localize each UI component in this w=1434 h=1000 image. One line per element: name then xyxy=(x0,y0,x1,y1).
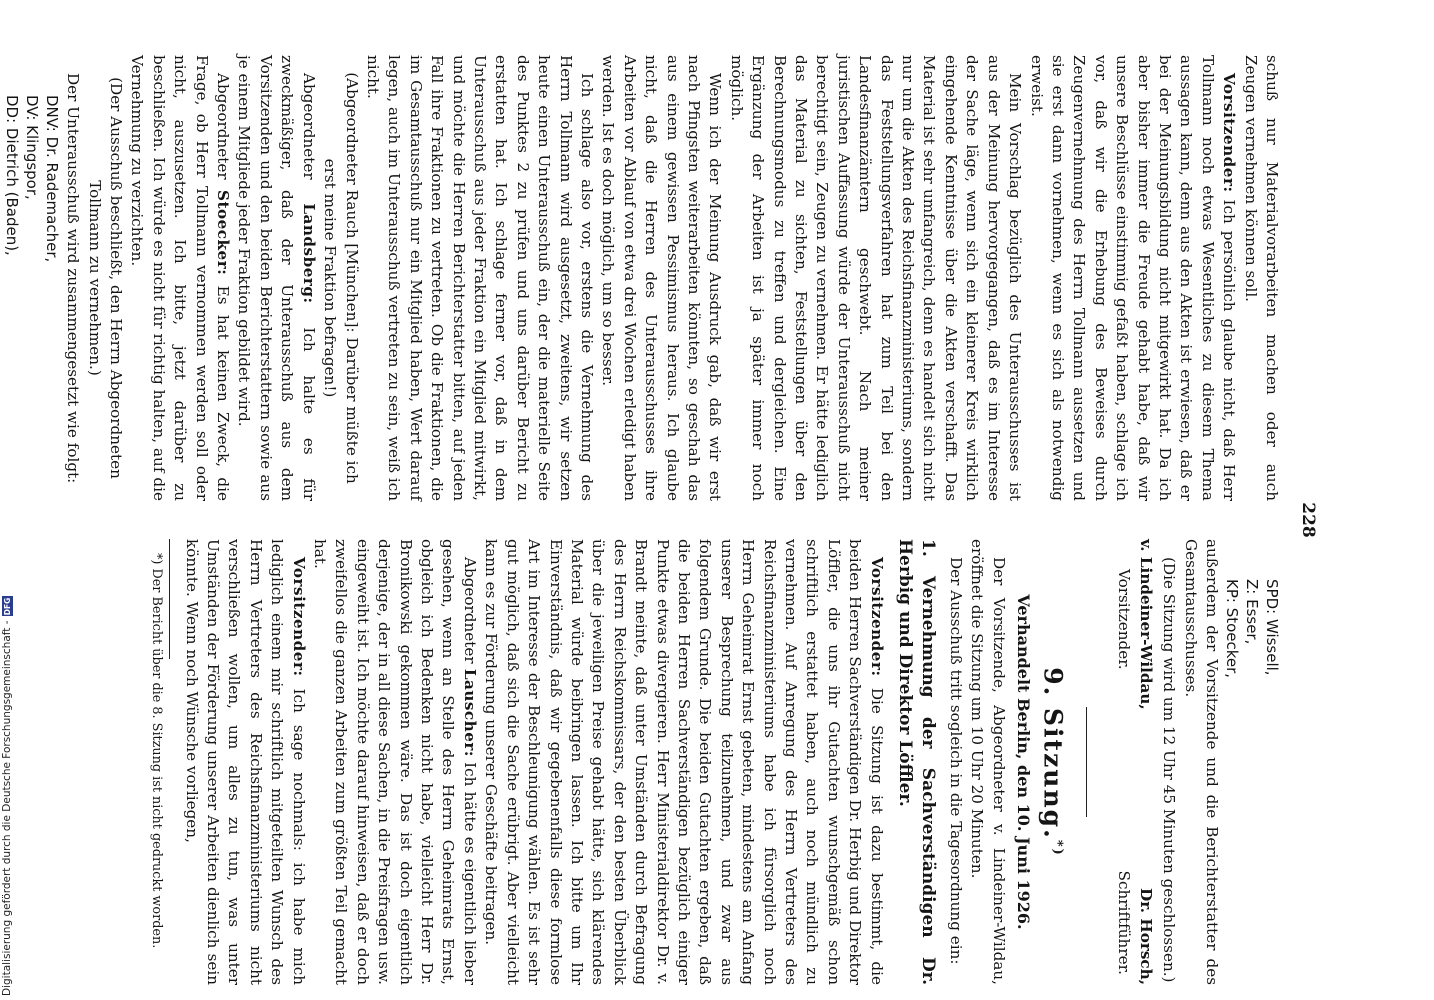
signature-names xyxy=(1134,539,1155,985)
left-column xyxy=(2,55,1282,501)
speech-text: Ich hätte es eigentlich lieber gesehen, wenn an Stelle des Herrn Geheimrats Ernst, obgleich ich Bedenken nicht habe, vielleicht Herr Dr. Bronikowski gekommen wäre. Das ist doch eigentlich derjenige, der in all diese Sachen, in die Preisfragen usw. eingeweiht ist. Ich möchte darauf hinweisen, daß er doch zweifellos die ganzen Arbeiten zum größten Teil gemacht hat. xyxy=(311,539,479,985)
paragraph-chairman xyxy=(180,539,308,985)
digitization-credit xyxy=(0,0,14,1000)
speech-text: Ich halte es für zweckmäßiger, daß der Unterausschuß aus dem Vorsitzenden und den beiden Berichterstattern sowie aus je einem Mitgliede jeder Fraktion gebildet wird. xyxy=(235,55,318,502)
paragraph: Der Unterausschuß wird zusammengesetzt wie folgt: xyxy=(64,73,83,484)
speaker-name: Vorsitzender: xyxy=(867,557,886,677)
paragraph: schuß nur Materialvorarbeiten machen oder auch Zeugen vernehmen können soll. xyxy=(1241,55,1281,501)
speaker-prefix: Abgeordneter xyxy=(299,73,318,180)
speech-text: Die Sitzung ist dazu bestimmt, die beiden Herren Sachverständigen Dr. Herbig und Direktor Löffler, die uns ihr Gutachten wunschgemäß schon schriftlich erstattet haben, auch noch mündlich zu vernehmen. Auf Anregung des Herrn Vertreters des Reichsfinanzministeriums habe ich fürsorglich noch Herrn Geheimrat Ernst gebeten, mindestens am Anfang unserer Besprechung teilzunehmen, und zwar aus folgendem Grunde. Die beiden Gutachten ergeben, daß die beiden Herren Sachverständigen bezüglich einiger Punkte etwas divergieren. Herr Ministerialdirektor Dr. v. Brandt meinte, daß unter Umständen durch Befragung des Herrn Reichskommissars, der den besten Überblick über die jeweiligen Preise gehabt hätte, sich klärendes Material würde beibringen lassen. Ich bitte um Ihr Einverständnis, daß wir gegebenenfalls diese formlose Art im Interesse der Beschleunigung wählen. Es ist sehr gut möglich, daß sich die Sache erübrigt. Aber vielleicht kann es zur Förderung unserer Geschäfte beitragen. xyxy=(482,539,886,985)
secretary-signature: Dr. Horsch, xyxy=(1136,888,1155,985)
list-item: KP: Stoecker, xyxy=(1223,579,1241,679)
list-item: SPD: Wissell, xyxy=(1263,579,1281,676)
committee-members-list xyxy=(1222,579,1282,985)
chairman-signature: v. Lindeiner-Wildau, xyxy=(1136,539,1155,710)
paragraph: außerdem der Vorsitzende und die Berichterstatter des Gesamtausschusses. xyxy=(1181,539,1221,985)
dfg-logo-icon: DFG xyxy=(2,597,12,616)
footnote-mark: *) xyxy=(1049,839,1065,857)
paragraph-landsberg xyxy=(233,55,319,501)
closing-note: (Die Sitzung wird um 12 Uhr 45 Minuten geschlossen.) xyxy=(1160,557,1179,983)
secretary-role: Schriftführer. xyxy=(1115,870,1134,975)
speech-text: Ich sage nochmals: ich habe mich lediglich einem mir schriftlich mitgeteilten Wunsch des Herrn Vertreters des Reichsfinanzministeriums nicht verschließen wollen, um alles zu tun, was unter Umständen der Förderung unserer Arbeiten dienlich sein könnte. Wenn noch Wünsche vorliegen, xyxy=(182,539,308,985)
chairman-role: Vorsitzender. xyxy=(1115,569,1134,670)
right-column xyxy=(148,539,1282,985)
paragraph: Der Ausschuß tritt sogleich in die Tagesordnung ein: xyxy=(947,557,966,965)
speaker-prefix: Abgeordneter xyxy=(214,73,233,180)
speaker-name: Landsberg: xyxy=(299,203,318,304)
speech-text: Ich persönlich glaube nicht, daß Herr Tollmann noch etwas Wesentliches zu diesem Thema aussagen kann, denn aus den Akten ist erwiesen, daß er bei der Meinungsbildung nicht mitgewirkt hat. Da ich aber bisher immer die Freude gehabt habe, daß wir unsere Beschlüsse einstimmig gefaßt haben, schlage ich vor, daß wir die Erhebung des Beweises durch Zeugenvernehmung des Herrn Tollmann aussetzen und sie erst dann vornehmen, wenn es sich als notwendig erweist. xyxy=(1027,55,1239,501)
resolution-note: (Der Ausschuß beschließt, den Herrn Abgeordneten Tollmann zu vernehmen.) xyxy=(85,77,126,479)
paragraph-lauscher xyxy=(309,539,480,985)
paragraph: Ich schlage also vor, erstens die Vernehmung des Herrn Tollmann wird ausgesetzt, zweitens, wir setzen heute einen Unterausschuß ein, der die materielle Seite des Punktes 2 zu prüfen und uns darüber Bericht zu erstatten hat. Ich schlage ferner vor, daß in dem Unterausschuß aus jeder Fraktion ein Mitglied mitwirkt, und möchte die Herren Berichterstatter bitten, auf jeden Fall ihre Fraktionen zu vertreten. Ob die Fraktionen, die im Gesamtausschuß nur ein Mitglied haben, Wert darauf legen, auch im Unterausschuß vertreten zu sein, weiß ich nicht. xyxy=(363,55,596,501)
paragraph-chairman xyxy=(1025,55,1239,501)
section-divider xyxy=(1086,707,1087,817)
speaker-prefix: Abgeordneter xyxy=(460,557,479,664)
session-title xyxy=(1038,539,1068,985)
paragraph-chairman xyxy=(480,539,887,985)
speaker-name: Stoecker: xyxy=(214,189,233,276)
speaker-name: Vorsitzender: xyxy=(289,557,308,677)
session-date: Verhandelt Berlin, den 10. Juni 1926. xyxy=(1014,594,1034,930)
credit-text: Digitalisierung gefördert durch die Deutsche Forschungsgemeinschaft - xyxy=(1,620,13,996)
speaker-name: Lauscher: xyxy=(460,668,479,757)
speaker-name: Vorsitzender: xyxy=(1220,73,1239,193)
footnote: *) Der Bericht über die 8. Sitzung ist nicht gedruckt worden. xyxy=(149,553,165,949)
session-title-text: 9. Sitzung. xyxy=(1038,667,1068,840)
paragraph: Der Vorsitzende, Abgeordneter v. Lindeiner-Wildau, eröffnet die Sitzung um 10 Uhr 20 Minuten. xyxy=(968,539,1008,985)
agenda-item-heading: 1. Vernehmung der Sachverständigen Dr. Herbig und Direktor Löffler. xyxy=(894,539,938,985)
speech-text: Es hat keinen Zweck, die Frage, ob Herr Tollmann vernommen werden soll oder nicht, auszusetzen. Ich bitte, jetzt darüber zu beschließen. Ich würde es nicht für richtig halten, auf die Vernehmung zu verzichten. xyxy=(128,55,233,502)
paragraph-stoecker xyxy=(126,55,233,501)
list-item: DD: Dietrich (Baden), xyxy=(2,95,21,256)
list-item: Z: Esser, xyxy=(1243,579,1261,645)
list-item: DNV: Dr. Rademacher, xyxy=(42,95,61,263)
paragraph: Wenn ich der Meinung Ausdruck gab, daß wir erst nach Pfingsten weiterarbeiten könnten, so geschah das aus einem gewissen Pessimismus heraus. Ich glaube nicht, daß die Herren des Unterausschusses ihre Arbeiten vor Ablauf von etwa drei Wochen erledigt haben werden. Ist es doch möglich, um so besser. xyxy=(599,55,725,501)
paragraph: Mein Vorschlag bezüglich des Unterausschusses ist aus der Meinung hervorgegangen, daß es im Interesse der Sache läge, wenn sich ein kleinerer Kreis wirklich eingehende Kenntnisse über die Akten verschafft. Das Material ist sehr umfangreich, denn es handelt sich nicht nur um die Akten des Reichsfinanzministeriums, sondern das Feststellungsverfahren hat zum Teil bei den Landesfinanzämtern geschwebt. Nach meiner juristischen Auffassung würde der Unterausschuß nicht berechtigt sein, Zeugen zu vernehmen. Er hätte lediglich das Material zu sichten, Feststellungen über den Berechnungsmodus zu treffen und dergleichen. Eine Ergänzung der Arbeiten ist ja später immer noch möglich. xyxy=(727,55,1025,501)
list-item: DV: Klingspor, xyxy=(22,95,41,200)
interjection: (Abgeordneter Rauch [München]: Darüber müßte ich erst meine Fraktion befragen!) xyxy=(321,72,361,484)
page-number: 228 xyxy=(1298,502,1318,538)
signature-roles xyxy=(1113,539,1134,985)
footnote-divider xyxy=(169,539,170,659)
